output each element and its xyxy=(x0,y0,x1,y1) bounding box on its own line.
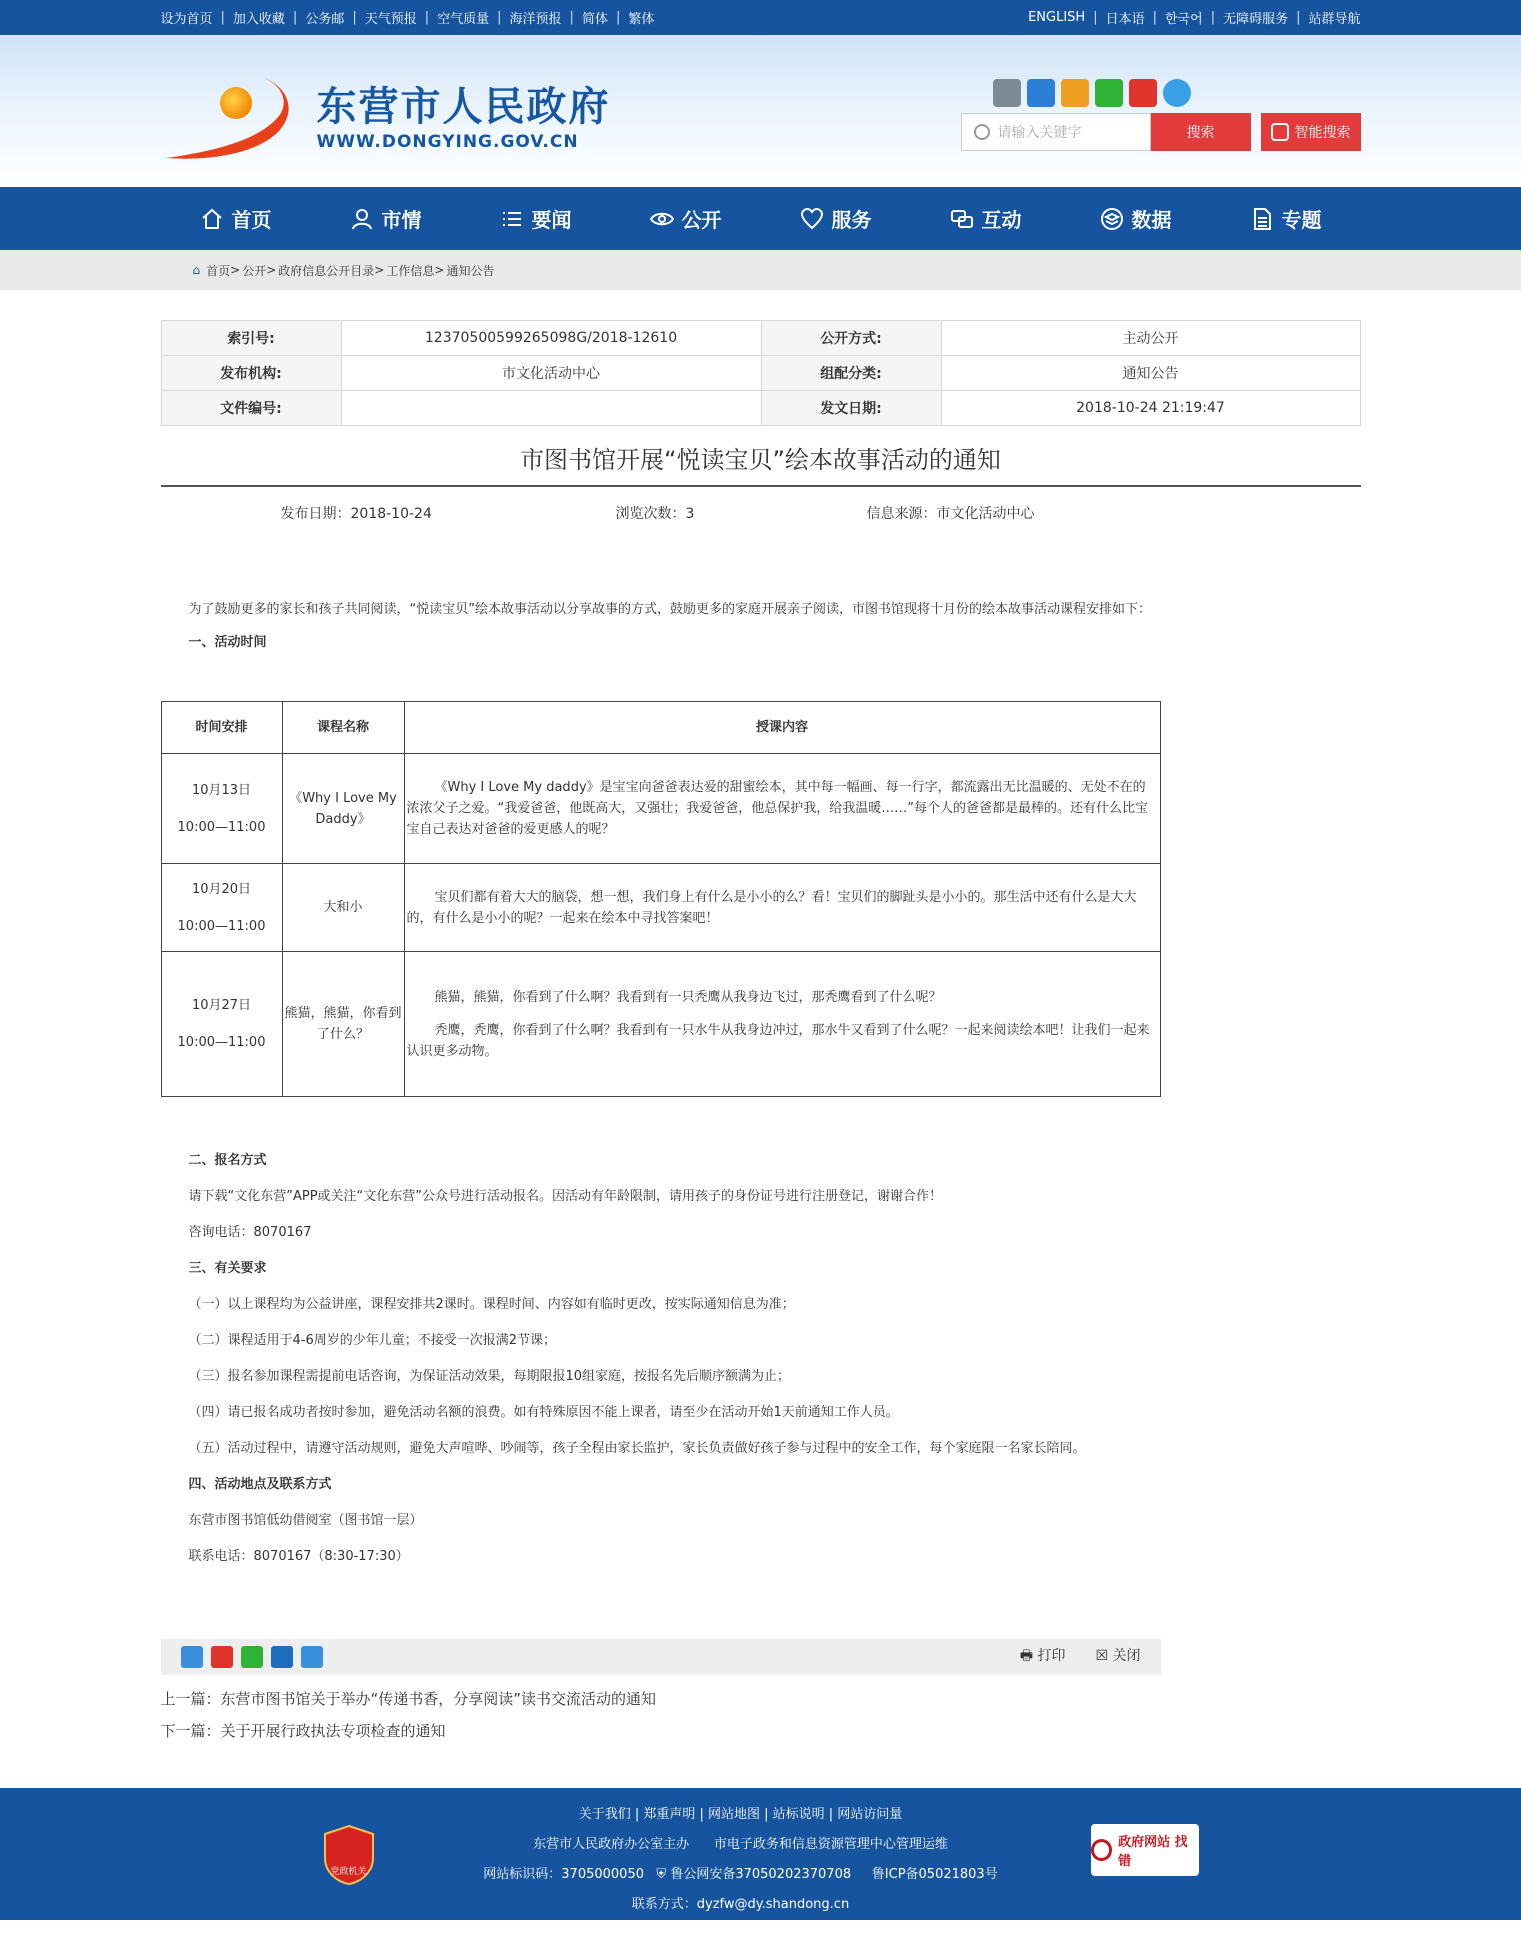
weibo-icon[interactable] xyxy=(211,1646,233,1668)
signup-paragraph: 请下载“文化东营”APP或关注“文化东营”公众号进行活动报名。因活动有年龄限制，请用孩子的身份证号进行注册登记，谢谢合作！ xyxy=(188,1189,943,1204)
breadcrumb-notices[interactable]: 通知公告 xyxy=(446,263,495,278)
share-buttons xyxy=(181,1646,323,1668)
cloud-app-icon[interactable] xyxy=(1163,79,1191,107)
favorite-star-icon[interactable] xyxy=(181,1646,203,1668)
korean-link[interactable]: 한국어 xyxy=(1165,12,1203,27)
nav-news[interactable]: 要闻 xyxy=(461,204,611,233)
intro-paragraph: 为了鼓励更多的家长和孩子共同阅读，“悦读宝贝”绘本故事活动以分享故事的方式，鼓励更多的家庭开展亲子阅读，市图书馆现将十月份的绘本故事活动课程安排如下： xyxy=(188,602,1151,617)
badge-text: 党政机关 xyxy=(330,1867,367,1877)
consult-phone: 咨询电话：8070167 xyxy=(188,1225,312,1240)
course-content: 熊猫，熊猫，你看到了什么啊？我看到有一只秃鹰从我身边飞过，那秃鹰看到了什么呢？ xyxy=(434,989,942,1005)
find-error-button[interactable]: 政府网站 找错 xyxy=(1091,1824,1199,1876)
japanese-link[interactable]: 日本语 xyxy=(1105,12,1145,27)
logo-swoosh-icon xyxy=(161,73,311,163)
ocean-forecast-link[interactable]: 海洋预报 xyxy=(509,12,562,27)
smart-search-button[interactable]: 智能搜索 xyxy=(1261,113,1361,151)
session-time: 10:00—11:00 xyxy=(177,918,266,934)
article-title: 市图书馆开展“悦读宝贝”绘本故事活动的通知 xyxy=(161,440,1361,487)
prev-article-link[interactable]: 上一篇：东营市图书馆关于举办“传递书香，分享阅读”读书交流活动的通知 xyxy=(160,1690,657,1708)
english-link[interactable]: ENGLISH xyxy=(1028,10,1086,25)
category-value: 通知公告 xyxy=(941,356,1360,391)
article-body xyxy=(161,599,1161,1575)
breadcrumb-public[interactable]: 公开 xyxy=(242,263,267,278)
print-button[interactable]: 🖶 打印 xyxy=(1019,1648,1066,1664)
footer-links[interactable]: 关于我们 | 郑重声明 | 网站地图 | 站标说明 | 网站访问量 xyxy=(578,1807,903,1822)
official-mail-link[interactable]: 公务邮 xyxy=(305,12,345,27)
meta-table xyxy=(161,320,1361,426)
session-date: 10月27日 xyxy=(191,998,252,1013)
nav-data[interactable]: 数据 xyxy=(1061,204,1211,233)
simplified-link[interactable]: 简体 xyxy=(581,12,608,27)
document-icon xyxy=(1250,207,1274,231)
session-time: 10:00—11:00 xyxy=(177,1035,266,1050)
article-info xyxy=(161,503,1361,523)
mobile-icon[interactable] xyxy=(1027,79,1055,107)
header xyxy=(0,35,1521,187)
docno-label: 文件编号: xyxy=(161,391,341,426)
requirement-item: （一）以上课程均为公益讲座，课程安排共2课时。课程时间、内容如有临时更改，按实际通知信息为准； xyxy=(188,1297,795,1312)
date-value: 2018-10-24 21:19:47 xyxy=(941,391,1360,426)
course-name: 大和小 xyxy=(282,864,404,952)
wechat-icon[interactable] xyxy=(1095,79,1123,107)
footer-contact: 联系方式：dyzfw@dy.shandong.cn xyxy=(631,1897,850,1912)
footer-icp: 鲁ICP备05021803号 xyxy=(871,1867,998,1882)
footer-site-id: 网站标识码：3705000050 xyxy=(483,1867,644,1882)
course-content: 《Why I Love My daddy》是宝宝向爸爸表达爱的甜蜜绘本，其中每一幅画、每一行字，都流露出无比温暖的、无处不在的浓浓父子之爱。“我爱爸爸，他既高大，又强壮；我爱爸爸，他总保护我，给我温暖……”每个人的爸爸都是最棒的。还有什么比宝宝自己表达对爸爸的爱更感人的呢？ xyxy=(406,780,1148,837)
article-toolbar xyxy=(161,1639,1161,1675)
table-row xyxy=(161,754,1160,864)
info-source: 信息来源：市文化活动中心 xyxy=(866,506,1035,522)
breadcrumb-work-info[interactable]: 工作信息 xyxy=(386,263,435,278)
more-share-icon[interactable] xyxy=(301,1646,323,1668)
nav-service[interactable]: 服务 xyxy=(761,204,911,233)
close-button[interactable]: ☒ 关闭 xyxy=(1095,1648,1141,1664)
home-icon xyxy=(200,207,224,231)
list-icon xyxy=(500,207,524,231)
breadcrumb-catalog[interactable]: 政府信息公开目录 xyxy=(278,263,375,278)
air-quality-link[interactable]: 空气质量 xyxy=(437,12,490,27)
course-content: 宝贝们都有着大大的脑袋，想一想，我们身上有什么是小小的么？看！宝贝们的脚趾头是小小的。那生活中还有什么是大大的，有什么是小小的呢？一起来在绘本中寻找答案吧！ xyxy=(406,889,1137,926)
footer-police: 鲁公网安备37050202370708 xyxy=(670,1867,852,1882)
robot-icon xyxy=(1271,123,1289,141)
prev-next xyxy=(161,1683,1361,1747)
chat-icon xyxy=(950,207,974,231)
breadcrumb: ⌂ 首页 > 公开 > 政府信息公开目录 > 工作信息 > 通知公告 xyxy=(0,250,1521,290)
person-icon xyxy=(350,207,374,231)
breadcrumb-home[interactable]: 首页 xyxy=(206,263,231,278)
contact-phone: 联系电话：8070167（8:30-17:30） xyxy=(188,1549,409,1564)
course-name: 熊猫，熊猫，你看到了什么？ xyxy=(282,952,404,1097)
category-label: 组配分类: xyxy=(761,356,941,391)
layers-icon xyxy=(1100,207,1124,231)
next-article-link[interactable]: 下一篇：关于开展行政执法专项检查的通知 xyxy=(160,1722,446,1740)
section-heading: 一、活动时间 xyxy=(188,635,267,650)
requirement-item: （三）报名参加课程需提前电话咨询，为保证活动效果，每期限报10组家庭，按报名先后顺序额满为止； xyxy=(188,1369,791,1384)
section-heading: 二、报名方式 xyxy=(188,1153,267,1168)
news-icon[interactable] xyxy=(993,79,1021,107)
footer-info xyxy=(481,1800,1001,1920)
org-label: 发布机构: xyxy=(161,356,341,391)
traditional-link[interactable]: 繁体 xyxy=(628,12,655,27)
site-group-nav-link[interactable]: 站群导航 xyxy=(1308,12,1361,27)
requirement-item: （二）课程适用于4-6周岁的少年儿童；不接受一次报满2节课； xyxy=(188,1333,557,1348)
session-date: 10月13日 xyxy=(191,782,252,798)
venue: 东营市图书馆低幼借阅室（图书馆一层） xyxy=(188,1513,423,1528)
requirement-item: （五）活动过程中，请遵守活动规则，避免大声喧哗、吵闹等，孩子全程由家长监护，家长负责做好孩子参与过程中的安全工作，每个家庭限一名家长陪同。 xyxy=(188,1441,1086,1456)
content xyxy=(161,320,1361,1747)
accessibility-link[interactable]: 无障碍服务 xyxy=(1223,12,1289,27)
course-name: 《Why I Love My Daddy》 xyxy=(282,754,404,864)
requirement-item: （四）请已报名成功者按时参加，避免活动名额的浪费。如有特殊原因不能上课者，请至少在活动开始1天前通知工作人员。 xyxy=(188,1405,899,1420)
weibo-swirl-icon[interactable] xyxy=(1061,79,1089,107)
publish-date: 发布日期：2018-10-24 xyxy=(280,506,432,522)
eye-icon xyxy=(650,207,674,231)
mode-label: 公开方式: xyxy=(761,321,941,356)
close-icon: ☒ xyxy=(1095,1648,1113,1664)
schedule-table xyxy=(161,701,1161,1097)
top-links-right: ENGLISH | 日本语 | 한국어 | 无障碍服务 | 站群导航 xyxy=(1028,10,1361,27)
renren-icon[interactable] xyxy=(271,1646,293,1668)
section-heading: 四、活动地点及联系方式 xyxy=(188,1477,332,1492)
col-header: 时间安排 xyxy=(161,702,282,754)
magnifier-icon xyxy=(1091,1839,1113,1861)
party-gov-badge-icon[interactable] xyxy=(323,1824,375,1886)
nav-home[interactable]: 首页 xyxy=(161,204,311,233)
site-logo[interactable] xyxy=(161,73,611,163)
index-label: 索引号: xyxy=(161,321,341,356)
section-heading: 三、有关要求 xyxy=(188,1261,267,1276)
table-row xyxy=(161,952,1160,1097)
view-count: 浏览次数：3 xyxy=(615,506,695,522)
wechat-icon[interactable] xyxy=(241,1646,263,1668)
session-date: 10月20日 xyxy=(191,881,252,897)
docno-value xyxy=(341,391,761,426)
col-header: 课程名称 xyxy=(282,702,404,754)
social-icons xyxy=(993,79,1191,107)
main-nav xyxy=(0,187,1521,250)
police-badge-icon: ⛨ xyxy=(656,1867,667,1882)
org-value: 市文化活动中心 xyxy=(341,356,761,391)
add-favorite-link[interactable]: 加入收藏 xyxy=(232,12,285,27)
nav-city-info[interactable]: 市情 xyxy=(311,204,461,233)
session-time: 10:00—11:00 xyxy=(177,819,266,835)
top-links-left: 设为首页 | 加入收藏 | 公务邮 | 天气预报 | 空气质量 | 海洋预报 | 简体 | 繁体 xyxy=(160,10,655,27)
home-icon: ⌂ xyxy=(192,263,201,277)
date-label: 发文日期: xyxy=(761,391,941,426)
footer-host: 东营市人民政府办公室主办 xyxy=(533,1837,690,1852)
footer xyxy=(0,1788,1521,1920)
mode-value: 主动公开 xyxy=(941,321,1360,356)
weibo-icon[interactable] xyxy=(1129,79,1157,107)
top-bar xyxy=(0,0,1521,35)
printer-icon: 🖶 xyxy=(1019,1648,1038,1664)
search-input[interactable]: 请输入关键字 xyxy=(961,113,1151,151)
nav-topics[interactable]: 专题 xyxy=(1211,204,1361,233)
footer-ops: 市电子政务和信息资源管理中心管理运维 xyxy=(713,1837,948,1852)
search-button[interactable]: 搜索 xyxy=(1151,113,1251,151)
set-homepage-link[interactable]: 设为首页 xyxy=(160,12,213,27)
table-row xyxy=(161,864,1160,952)
heart-icon xyxy=(800,207,824,231)
course-content: 秃鹰，秃鹰，你看到了什么啊？我看到有一只水牛从我身边冲过，那水牛又看到了什么呢？一起来阅读绘本吧！让我们一起来认识更多动物。 xyxy=(406,1022,1150,1059)
site-domain: WWW.DONGYING.GOV.CN xyxy=(316,132,579,152)
nav-public[interactable]: 公开 xyxy=(611,204,761,233)
site-name: 东营市人民政府 xyxy=(316,84,611,130)
weather-link[interactable]: 天气预报 xyxy=(364,12,417,27)
col-header: 授课内容 xyxy=(404,702,1160,754)
index-value: 12370500599265098G/2018-12610 xyxy=(341,321,761,356)
search-bar xyxy=(961,113,1361,151)
nav-interact[interactable]: 互动 xyxy=(911,204,1061,233)
search-icon xyxy=(974,124,990,140)
